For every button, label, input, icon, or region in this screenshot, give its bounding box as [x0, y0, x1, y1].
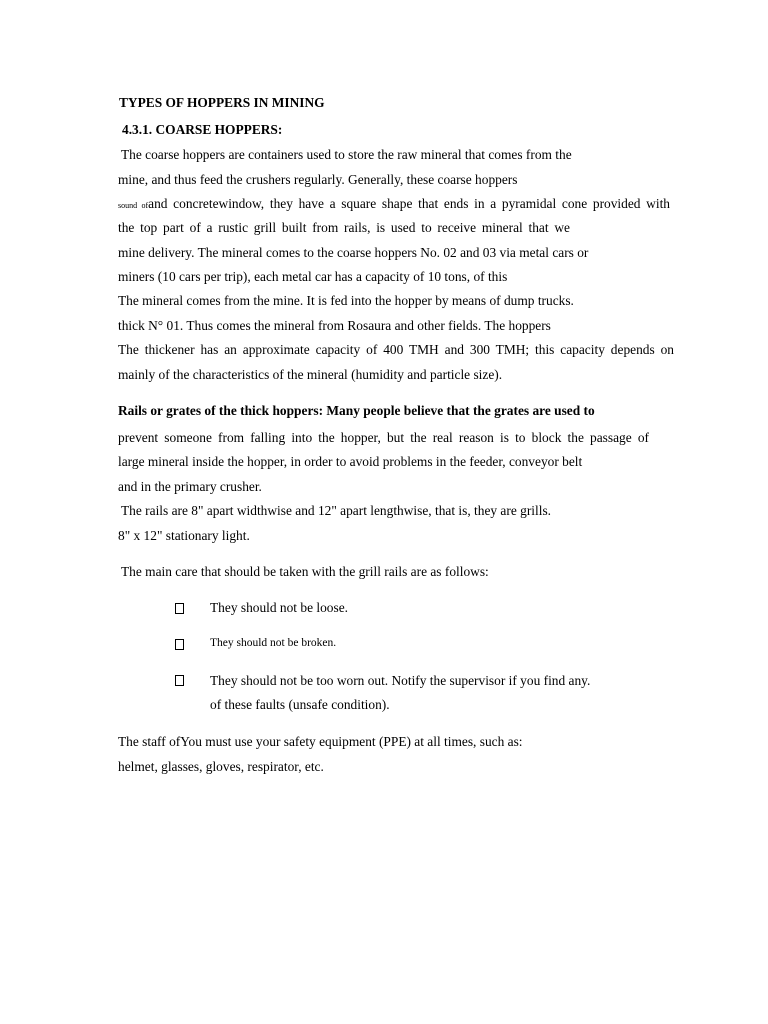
list-item: They should not be too worn out. Notify the supervisor if you find any.	[210, 673, 591, 688]
paragraph-line: large mineral inside the hopper, in order to avoid problems in the feeder, conveyor belt	[118, 454, 583, 469]
bullet-box-icon	[175, 603, 184, 614]
bullet-box-icon	[175, 639, 184, 650]
paragraph-line: mine delivery. The mineral comes to the coarse hoppers No. 02 and 03 via metal cars or	[118, 245, 589, 260]
paragraph-line: 8" x 12" stationary light.	[118, 528, 250, 543]
paragraph-line: mainly of the characteristics of the mineral (humidity and particle size).	[118, 367, 503, 382]
paragraph-line	[118, 196, 670, 214]
list-item-continuation: of these faults (unsafe condition).	[210, 697, 390, 712]
paragraph-line: miners (10 cars per trip), each metal car has a capacity of 10 tons, of this	[118, 269, 508, 284]
paragraph-line: helmet, glasses, gloves, respirator, etc.	[118, 759, 324, 774]
paragraph-line: and in the primary crusher.	[118, 479, 262, 494]
paragraph-line-rest: and concretewindow, they have a square shape that ends in a pyramidal cone provided with	[148, 196, 670, 211]
paragraph-line: The thickener has an approximate capacity of 400 TMH and 300 TMH; this capacity depends on	[118, 342, 674, 357]
paragraph-line: The rails are 8" apart widthwise and 12" apart lengthwise, that is, they are grills.	[121, 503, 552, 518]
paragraph-bold-lead: Rails or grates of the thick hoppers: Many people believe that the grates are used to	[118, 403, 595, 418]
paragraph-line: The coarse hoppers are containers used to store the raw mineral that comes from the	[121, 147, 572, 162]
paragraph-line: thick N° 01. Thus comes the mineral from Rosaura and other fields. The hoppers	[118, 318, 551, 333]
section-heading: 4.3.1. COARSE HOPPERS:	[122, 122, 283, 137]
paragraph-line: prevent someone from falling into the hopper, but the real reason is to block the passage of	[118, 430, 649, 445]
paragraph-line: The mineral comes from the mine. It is fed into the hopper by means of dump trucks.	[118, 293, 574, 308]
paragraph-line: the top part of a rustic grill built from rails, is used to receive mineral that we	[118, 220, 570, 235]
bullet-box-icon	[175, 675, 184, 686]
list-item: They should not be loose.	[210, 600, 348, 615]
paragraph-line: The staff ofYou must use your safety equipment (PPE) at all times, such as:	[118, 734, 523, 749]
small-text-fragment: sound of	[118, 201, 149, 210]
care-intro: The main care that should be taken with the grill rails are as follows:	[121, 564, 489, 579]
paragraph-line: mine, and thus feed the crushers regularly. Generally, these coarse hoppers	[118, 172, 518, 187]
document-heading: TYPES OF HOPPERS IN MINING	[119, 95, 325, 110]
list-item: They should not be broken.	[210, 637, 337, 649]
